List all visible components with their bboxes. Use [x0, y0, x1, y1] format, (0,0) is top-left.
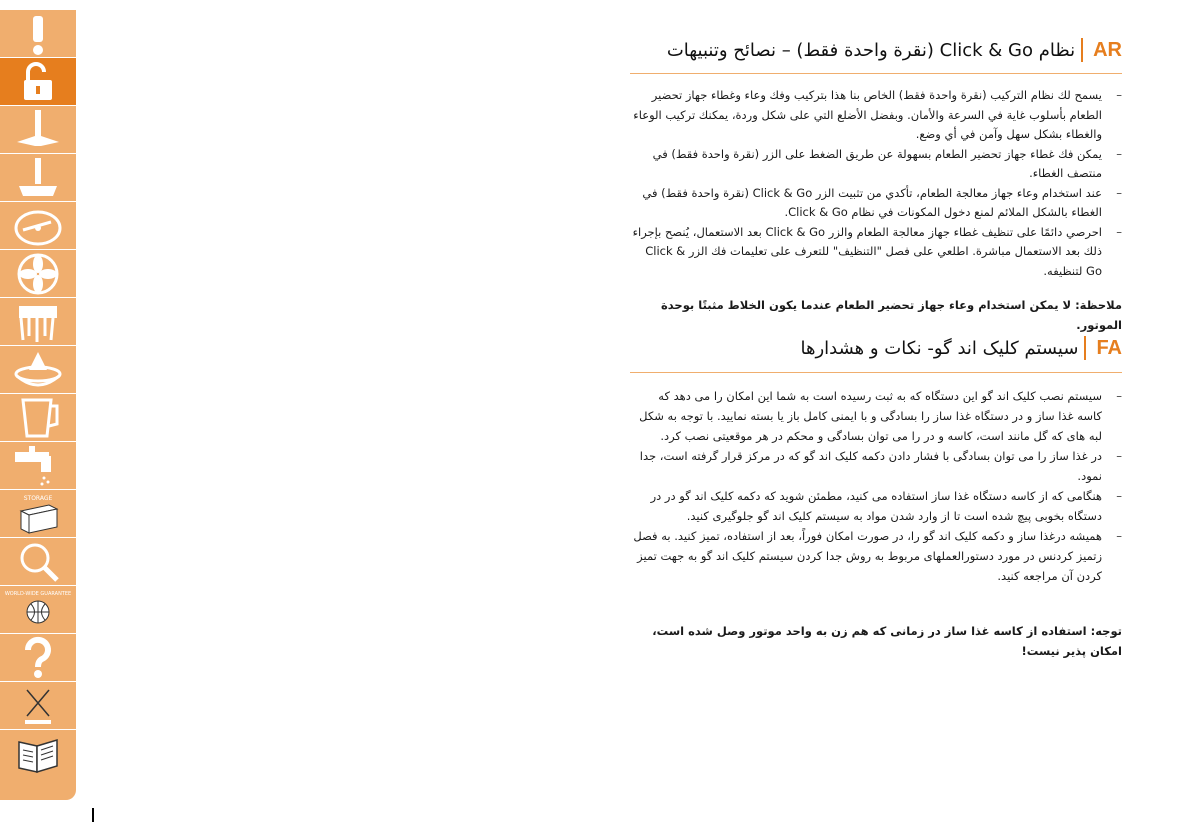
fa-note: توجه: استفاده از کاسه غذا ساز در زمانی که هم زن به واحد موتور وصل شده است، امکان پذیر نیست! — [652, 624, 1122, 658]
blade-assembly-icon — [11, 156, 65, 200]
tab-dough[interactable] — [0, 298, 76, 346]
page-edge-mark — [92, 808, 94, 822]
ar-lang-tag: AR — [1093, 39, 1122, 61]
tab-disc[interactable] — [0, 202, 76, 250]
tab-blender-jar[interactable] — [0, 394, 76, 442]
question-icon — [18, 636, 58, 680]
warning-icon — [18, 12, 58, 56]
tap-icon — [11, 444, 65, 488]
tab-manual[interactable] — [0, 730, 76, 778]
ar-bullet-2: – يمكن فك غطاء جهاز تحضير الطعام بسهولة عن طريق الضغط على الزر (نقرة واحدة فقط) في منتصف الغطاء. — [630, 145, 1122, 184]
unlock-icon — [16, 60, 60, 104]
globe-icon — [4, 587, 72, 633]
fa-section-header — [630, 336, 1122, 360]
ar-bullet-list — [630, 86, 1122, 281]
tab-citrus-press[interactable] — [0, 346, 76, 394]
tab-unlock[interactable] — [0, 58, 76, 106]
fa-bullet-2: – در غذا ساز را می توان بسادگی با فشار دادن دکمه کلیک اند گو که در مرکز قرار گرفته است، جدا نمود. — [630, 446, 1122, 486]
blade-icon — [11, 108, 65, 152]
ar-bullet-1: – يسمح لك نظام التركيب (نقرة واحدة فقط) الخاص بنا هذا بتركيب وفك وعاء وغطاء جهاز تحضير الطعام بأسلوب غاية في السرعة والأمان. وبفضل الأضلع التي على شكل وردة، يمكنك تركيب الوعاء والغطاء بشكل سهل وآمن في أي وضع. — [630, 86, 1122, 145]
guarantee-label: WORLD-WIDE GUARANTEE — [4, 590, 72, 597]
tab-blade[interactable] — [0, 106, 76, 154]
content-column — [630, 0, 1122, 839]
disc-icon — [11, 204, 65, 248]
fa-bullet-1: – سیستم نصب کلیک اند گو این دستگاه که به ثبت رسیده است به شما این امکان را می دهد که کاسه غذا ساز و در دستگاه غذا ساز را بسادگی و با ایمنی کامل باز یا بسته نمایید. با توجه به شکل لبه های که گل مانند است، کاسه و در را می توان بسادگی و محکم در هر موقعیتی نصب کرد. — [630, 386, 1122, 446]
tab-blade-assembly[interactable] — [0, 154, 76, 202]
fan-disc-icon — [11, 252, 65, 296]
tab-fan-disc[interactable] — [0, 250, 76, 298]
fa-bullet-list — [630, 386, 1122, 586]
fa-lang-tag: FA — [1096, 337, 1122, 359]
tab-warnings[interactable] — [0, 10, 76, 58]
storage-box-icon — [11, 491, 65, 537]
storage-label: STORAGE — [23, 494, 53, 502]
tab-cleaning[interactable] — [0, 442, 76, 490]
fa-header-rule — [630, 372, 1122, 373]
sidebar — [0, 10, 76, 800]
manual-book-icon — [11, 732, 65, 776]
fa-section-title: سیستم کلیک اند گو- نکات و هشدارها — [800, 337, 1079, 359]
ar-bullet-3: – عند استخدام وعاء جهاز معالجة الطعام، تأكدي من تثبيت الزر Click & Go (نقرة واحدة فقط) في الغطاء بالشكل الملائم لمنع دخول المكونات في نظام Click & Go. — [630, 184, 1122, 223]
ar-bullet-4: – احرصي دائمًا على تنظيف غطاء جهاز معالجة الطعام والزر Click & Go بعد الاستعمال، يُنصح بإجراء ذلك بعد الاستعمال مباشرة. اطلعي على فصل "التنظيف" للتعرف على تعليمات فك الزر Click & Go لتنظيفه. — [630, 223, 1122, 282]
ar-header-rule — [630, 73, 1122, 74]
tab-disposal[interactable] — [0, 682, 76, 730]
ar-note: ملاحظة: لا يمكن استخدام وعاء جهاز تحضير الطعام عندما يكون الخلاط مثبتًا بوحدة الموتور. — [661, 298, 1122, 332]
tab-troubleshooting[interactable] — [0, 538, 76, 586]
dough-icon — [11, 300, 65, 344]
ar-lang-divider — [1081, 38, 1083, 62]
citrus-press-icon — [11, 348, 65, 392]
magnifier-icon — [11, 540, 65, 584]
fa-bullet-3: – هنگامی که از کاسه دستگاه غذا ساز استفاده می کنید، مطمئن شوید که دکمه کلیک اند گو در در دستگاه بخوبی پیچ شده است تا از وارد شدن مواد به سیستم کلیک اند گو جلوگیری کنید. — [630, 486, 1122, 526]
tab-guarantee[interactable] — [0, 586, 76, 634]
disposal-icon — [11, 684, 65, 728]
fa-bullet-4: – همیشه درغذا ساز و دکمه کلیک اند گو را، در صورت امکان فوراً، بعد از استفاده، تمیز کنید. به فصل زتمیز کردنس در مورد دستورالعملهای مربوط به روش جدا کردن سیستم کلیک اند گو به جهت تمیز کردن آن مراجعه کنید. — [630, 526, 1122, 586]
blender-jar-icon — [11, 396, 65, 440]
ar-section-header — [630, 38, 1122, 62]
fa-lang-divider — [1084, 336, 1086, 360]
tab-faq[interactable] — [0, 634, 76, 682]
tab-storage[interactable] — [0, 490, 76, 538]
ar-section-title: نظام Click & Go (نقرة واحدة فقط) – نصائح وتنبيهات — [666, 39, 1076, 61]
